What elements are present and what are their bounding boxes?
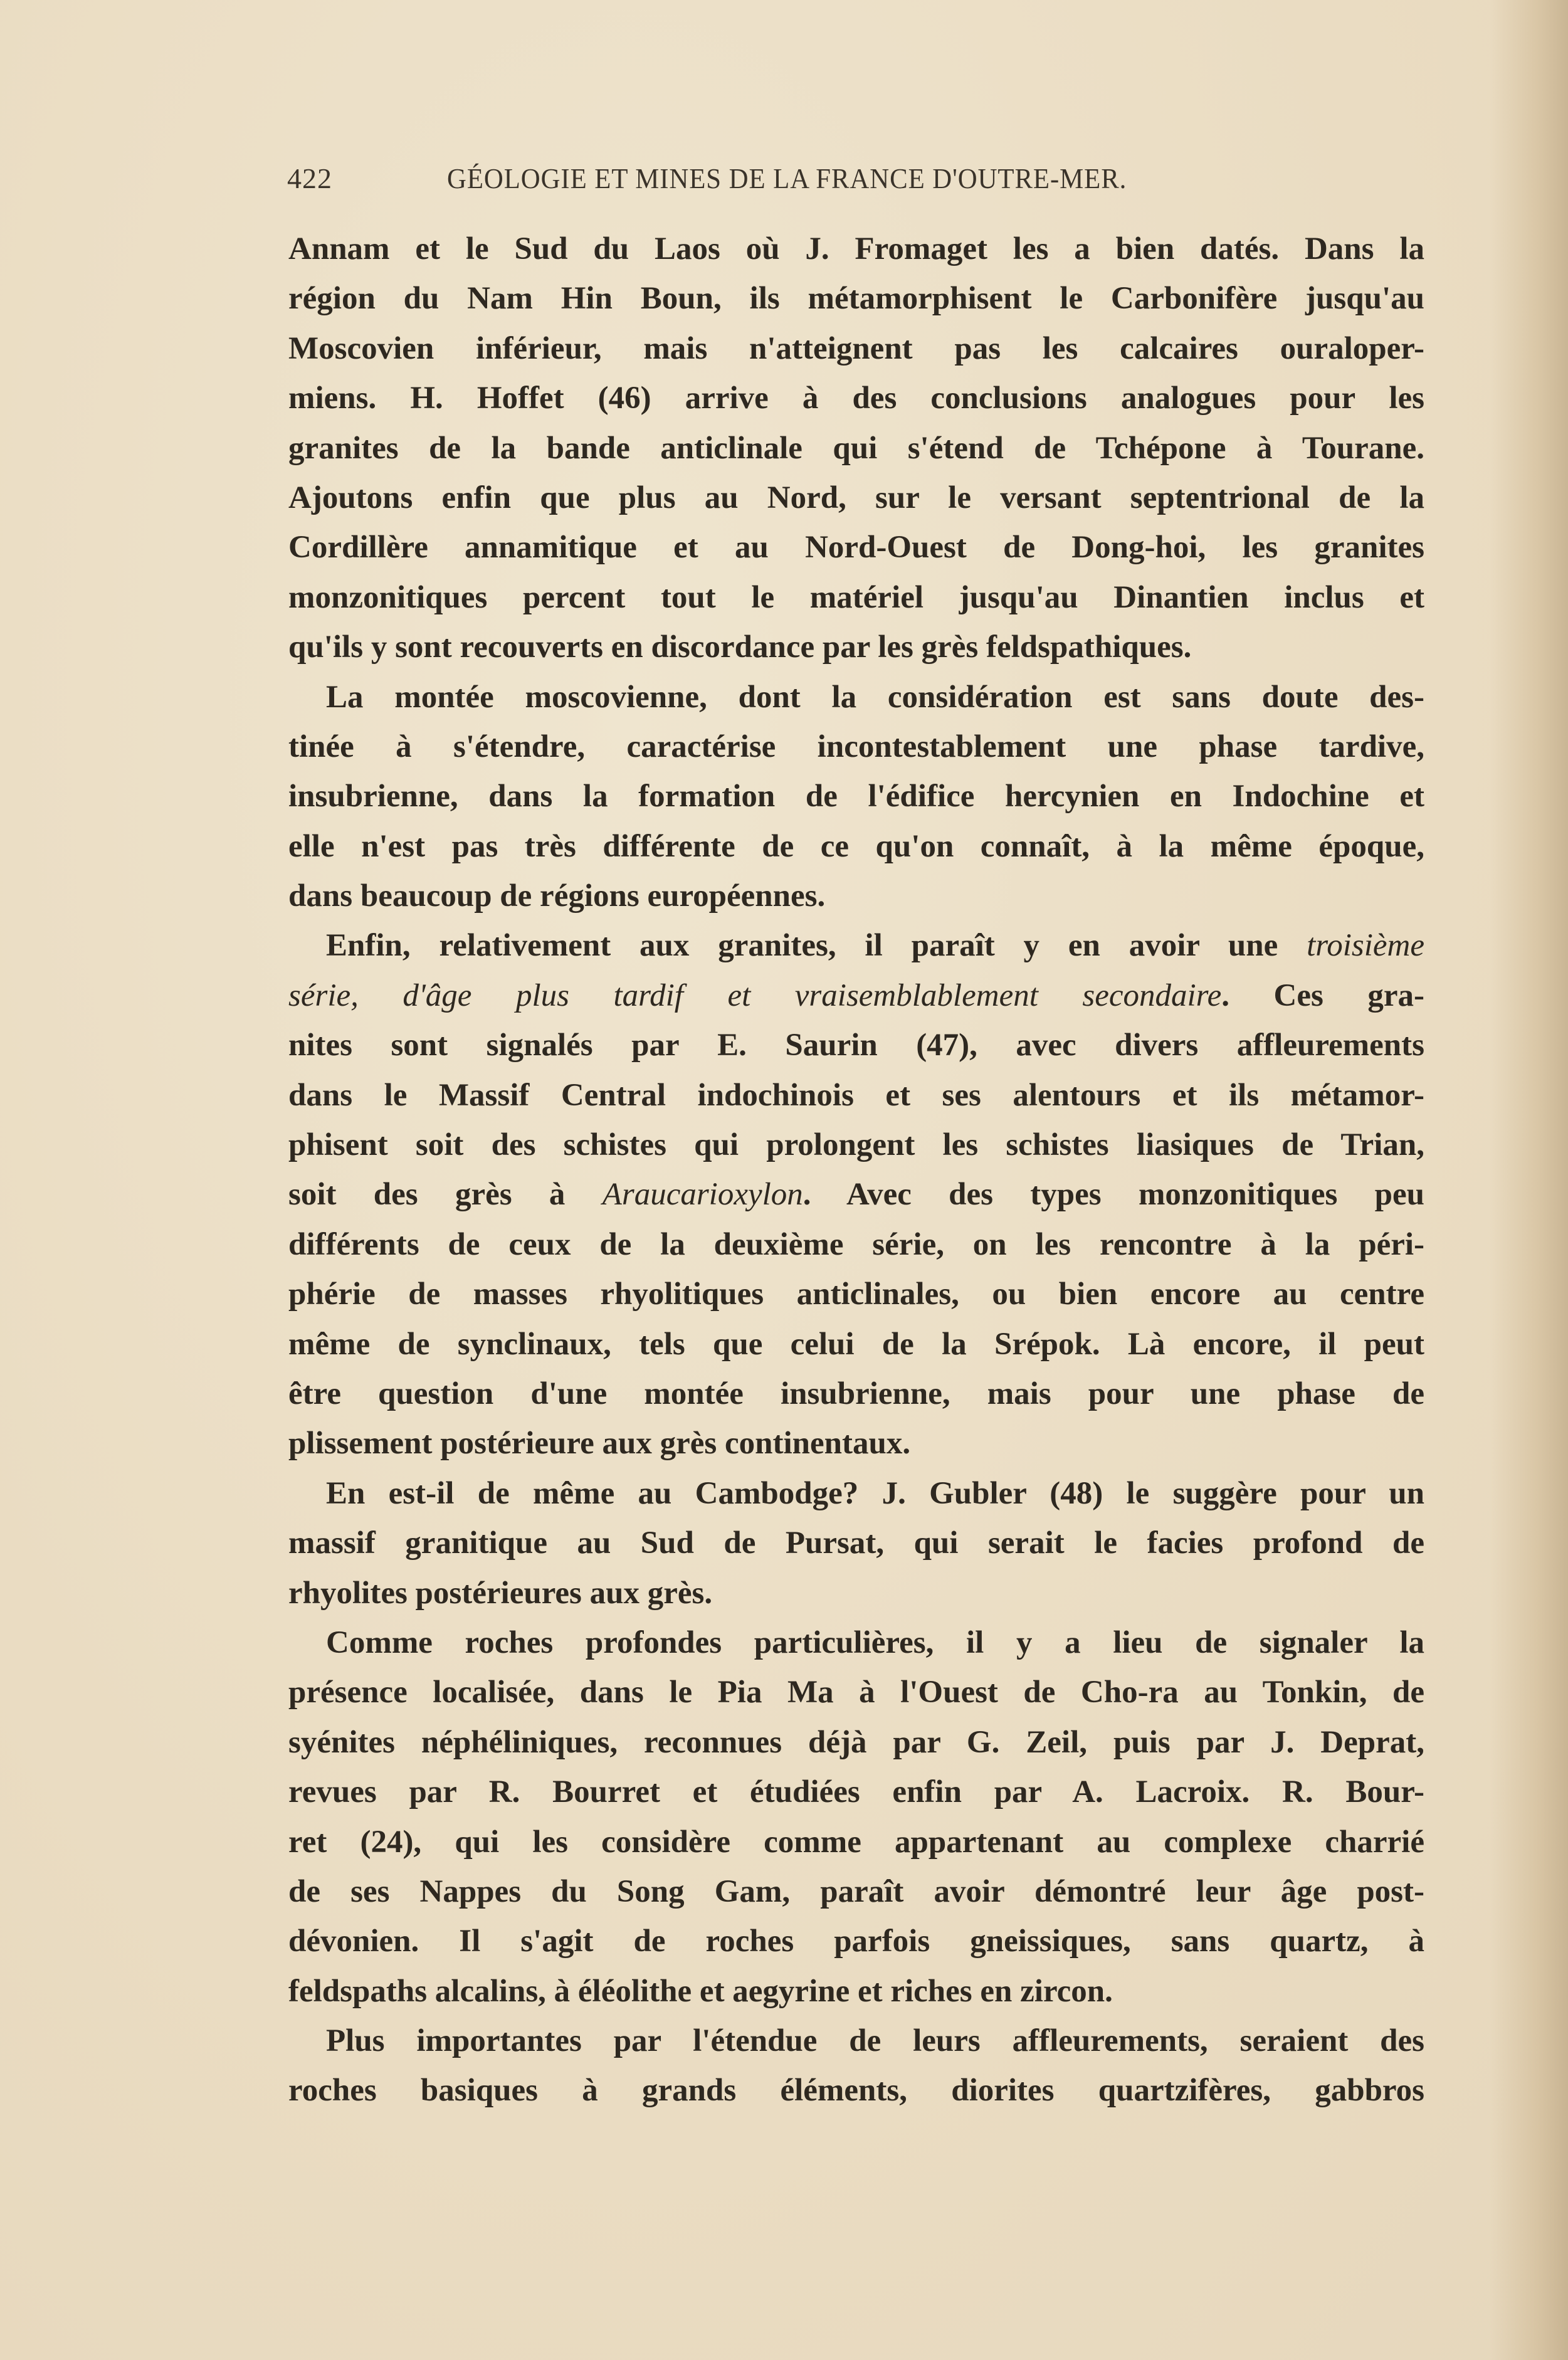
text-segment: région du Nam Hin Boun, ils métamorphisent le Carbonifère jusqu'au <box>288 281 1424 317</box>
text-segment: qu'ils y sont recouverts en discordance par les grès feldspathiques. <box>288 630 1192 665</box>
text-line <box>288 1120 1424 1170</box>
text-segment: différents de ceux de la deuxième série, on les rencontre à la péri- <box>288 1226 1424 1262</box>
text-segment: En est-il de même au Cambodge? J. Gubler (48) le suggère pour un <box>326 1475 1424 1511</box>
text-line <box>288 722 1424 772</box>
text-segment: monzonitiques percent tout le matériel jusqu'au Dinantien inclus et <box>288 579 1424 615</box>
text-line <box>288 1967 1424 2016</box>
text-line <box>288 1569 1424 1618</box>
text-line <box>288 424 1424 473</box>
text-segment: être question d'une montée insubrienne, mais pour une phase de <box>288 1376 1424 1411</box>
text-segment: de ses Nappes du Song Gam, paraît avoir démontré leur âge post- <box>288 1873 1424 1909</box>
paragraph-first-line <box>288 1618 1424 1668</box>
text-line <box>288 2066 1424 2115</box>
text-line <box>288 872 1424 921</box>
text-segment: Annam et le Sud du Laos où J. Fromaget les a bien datés. Dans la <box>288 231 1424 266</box>
text-segment: Cordillère annamitique et au Nord-Ouest de Dong-hoi, les granites <box>288 530 1424 566</box>
text-line <box>288 1071 1424 1120</box>
text-segment: La montée moscovienne, dont la considération est sans doute des- <box>326 679 1424 715</box>
text-segment: revues par R. Bourret et étudiées enfin par A. Lacroix. R. Bour- <box>288 1774 1424 1810</box>
text-line <box>288 274 1424 324</box>
text-line <box>288 623 1424 672</box>
text-line <box>288 1818 1424 1867</box>
running-head-title: GÉOLOGIE ET MINES DE LA FRANCE D'OUTRE-MER. <box>447 162 1127 194</box>
text-line <box>288 324 1424 374</box>
text-segment: phisent soit des schistes qui prolongent les schistes liasiques de Trian, <box>288 1127 1424 1163</box>
body-text <box>288 224 1424 2116</box>
text-line <box>288 1917 1424 1966</box>
text-segment: elle n'est pas très différente de ce qu'on connaît, à la même époque, <box>288 828 1424 864</box>
text-segment: dévonien. Il s'agit de roches parfois gneissiques, sans quartz, à <box>288 1924 1424 1959</box>
italic-text: série, d'âge plus tardif et vraisemblablement secondaire <box>288 977 1222 1013</box>
text-line <box>288 1419 1424 1468</box>
text-line <box>288 1021 1424 1070</box>
text-line <box>288 1718 1424 1767</box>
text-line <box>288 1320 1424 1369</box>
text-segment: soit des grès à <box>288 1177 602 1213</box>
text-line <box>288 1270 1424 1319</box>
text-segment: nites sont signalés par E. Saurin (47), avec divers affleurements <box>288 1028 1424 1063</box>
text-segment: miens. H. Hoffet (46) arrive à des conclusions analogues pour les <box>288 381 1424 416</box>
text-segment: plissement postérieure aux grès continentaux. <box>288 1426 911 1462</box>
text-segment: dans beaucoup de régions européennes. <box>288 878 826 914</box>
text-segment: tinée à s'étendre, caractérise incontestablement une phase tardive, <box>288 729 1424 764</box>
text-line <box>288 1220 1424 1270</box>
text-line <box>288 1867 1424 1917</box>
text-line <box>288 1519 1424 1568</box>
text-segment: ret (24), qui les considère comme appartenant au complexe charrié <box>288 1824 1424 1860</box>
text-segment: rhyolites postérieures aux grès. <box>288 1575 713 1611</box>
running-head <box>287 162 1290 206</box>
text-segment: Ajoutons enfin que plus au Nord, sur le versant septentrional de la <box>288 480 1424 515</box>
text-segment: granites de la bande anticlinale qui s'étend de Tchépone à Tourane. <box>288 430 1424 466</box>
text-line <box>288 573 1424 623</box>
text-segment: même de synclinaux, tels que celui de la Srépok. Là encore, il peut <box>288 1326 1424 1362</box>
text-line <box>288 1369 1424 1419</box>
text-segment: dans le Massif Central indochinois et ses alentours et ils métamor- <box>288 1077 1424 1113</box>
italic-text: troisième <box>1307 928 1424 964</box>
text-segment: Comme roches profondes particulières, il y a lieu de signaler la <box>326 1625 1424 1660</box>
text-segment: Moscovien inférieur, mais n'atteignent pas les calcaires ouraloper- <box>288 330 1424 366</box>
text-segment: feldspaths alcalins, à éléolithe et aegyrine et riches en zircon. <box>288 1973 1113 2009</box>
text-segment: . Avec des types monzonitiques peu <box>802 1177 1424 1213</box>
text-line <box>288 971 1424 1021</box>
text-line <box>288 1767 1424 1817</box>
text-line <box>288 1170 1424 1220</box>
text-segment: massif granitique au Sud de Pursat, qui serait le facies profond de <box>288 1525 1424 1561</box>
paragraph-first-line <box>288 2016 1424 2066</box>
text-line <box>288 822 1424 872</box>
text-line <box>288 772 1424 821</box>
paragraph-first-line <box>288 673 1424 722</box>
text-line <box>288 473 1424 523</box>
text-segment: roches basiques à grands éléments, diorites quartzifères, gabbros <box>288 2073 1424 2109</box>
text-line <box>288 1668 1424 1717</box>
text-line <box>288 224 1424 274</box>
text-segment: Plus importantes par l'étendue de leurs affleurements, seraient des <box>326 2023 1424 2059</box>
paragraph-first-line <box>288 921 1424 971</box>
text-segment: Enfin, relativement aux granites, il paraît y en avoir une <box>326 928 1307 964</box>
text-line <box>288 374 1424 423</box>
text-segment: insubrienne, dans la formation de l'édifice hercynien en Indochine et <box>288 779 1424 814</box>
text-segment: syénites néphéliniques, reconnues déjà par G. Zeil, puis par J. Deprat, <box>288 1724 1424 1760</box>
text-segment: présence localisée, dans le Pia Ma à l'Ouest de Cho-ra au Tonkin, de <box>288 1675 1424 1710</box>
text-segment: phérie de masses rhyolitiques anticlinales, ou bien encore au centre <box>288 1277 1424 1312</box>
text-segment: . Ces gra- <box>1221 977 1424 1013</box>
page-number: 422 <box>287 162 332 194</box>
italic-text: Araucarioxylon <box>602 1177 803 1213</box>
text-line <box>288 523 1424 572</box>
paragraph-first-line <box>288 1469 1424 1519</box>
